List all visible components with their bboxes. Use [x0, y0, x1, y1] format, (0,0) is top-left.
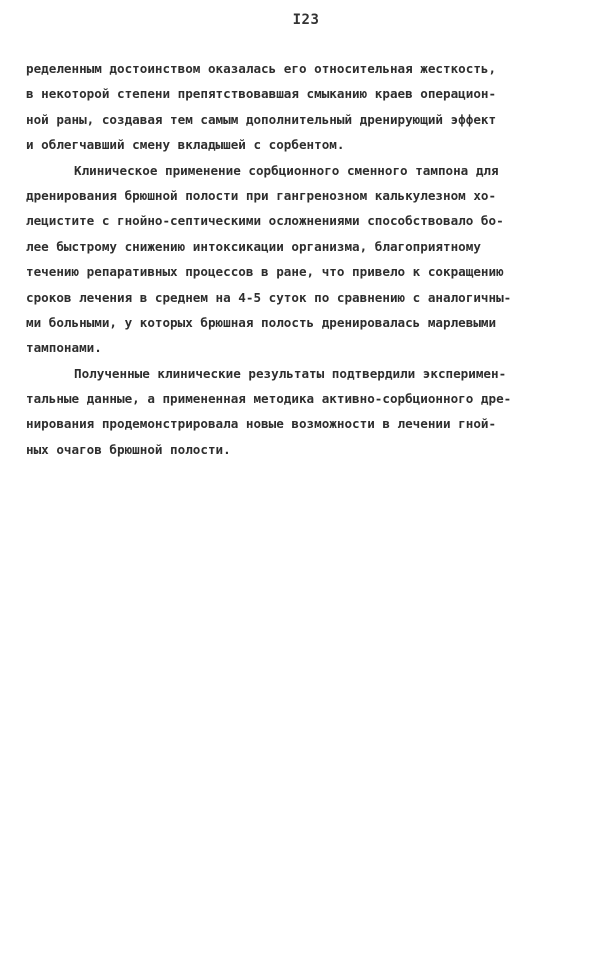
paragraph-first-line: Клиническое применение сорбционного сменного тампона для: [74, 162, 499, 178]
text-line: ной раны, создавая тем самым дополнительный дренирующий эффект: [26, 111, 497, 127]
text-line: течению репаративных процессов в ране, что привело к сокращению: [26, 264, 504, 280]
text-line: и облегчавший смену вкладышей с сорбентом.: [26, 137, 345, 153]
text-line: ределенным достоинством оказалась его относительная жесткость,: [26, 61, 497, 76]
text-line: тальные данные, а примененная методика активно-сорбционного дре-: [26, 391, 512, 407]
text-line: дренирования брюшной полости при гангренозном калькулезном хо-: [26, 187, 497, 203]
text-line: ных очагов брюшной полости.: [26, 441, 231, 457]
text-line: сроков лечения в среднем на 4-5 суток по сравнению с аналогичны-: [26, 289, 512, 305]
text-line: тампонами.: [26, 340, 102, 356]
paragraph-first-line: Полученные клинические результаты подтвердили эксперимен-: [74, 365, 507, 381]
text-line: нирования продемонстрировала новые возможности в лечении гной-: [26, 416, 497, 432]
body-text: [26, 56, 592, 462]
text-line: лее быстрому снижению интоксикации организма, благоприятному: [26, 238, 481, 254]
text-line: ми больными, у которых брюшная полость дренировалась марлевыми: [26, 314, 497, 330]
text-line: в некоторой степени препятствовавшая смыканию краев операцион-: [26, 86, 497, 102]
text-line: лецистите с гнойно-септическими осложнениями способствовало бо-: [26, 213, 504, 229]
page-number: I23: [292, 12, 320, 28]
